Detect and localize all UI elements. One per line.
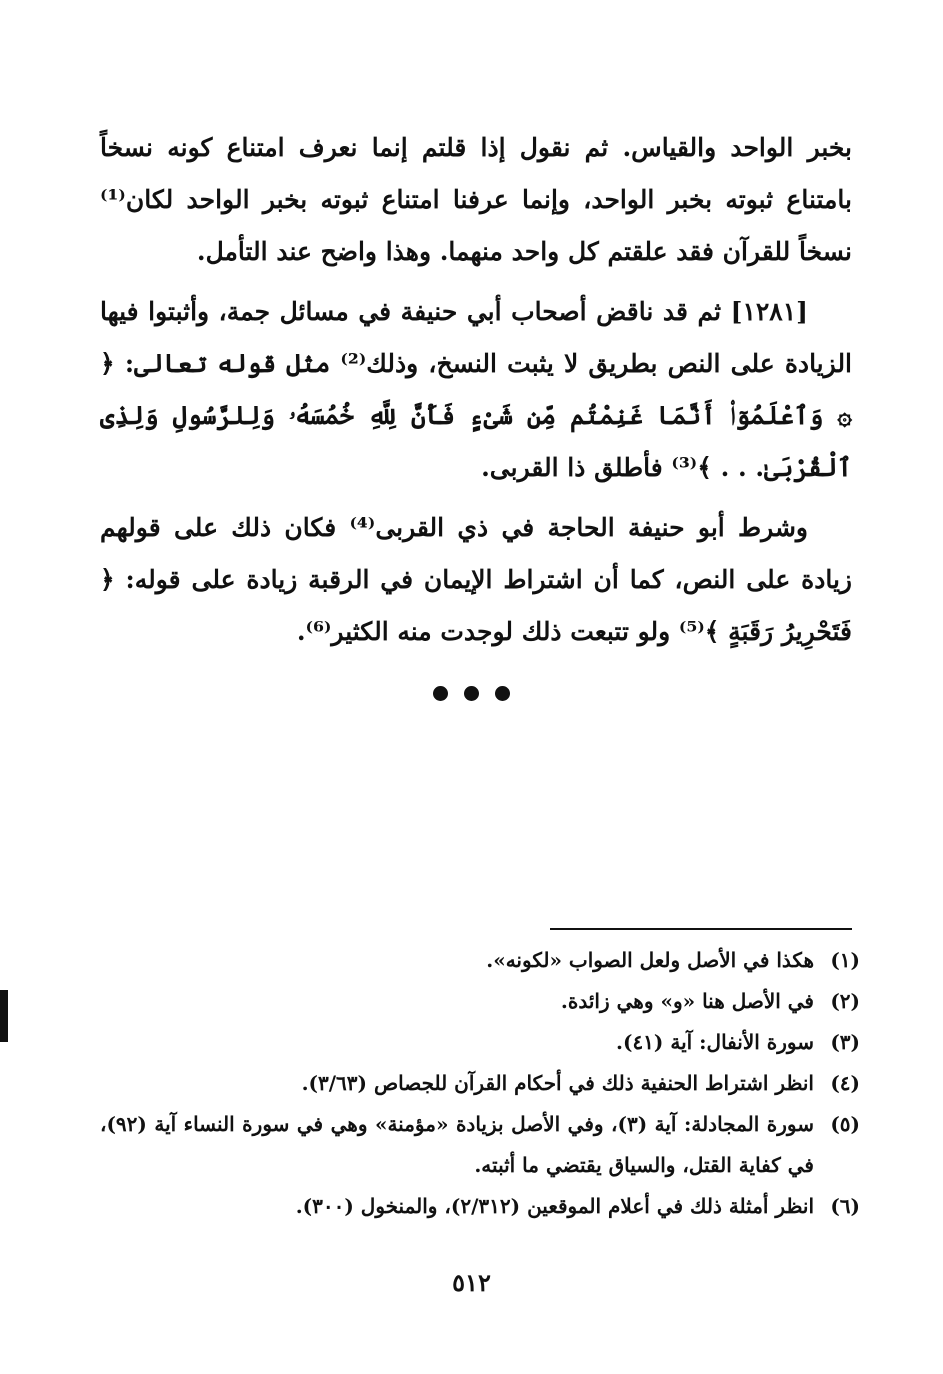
footnote-item (100, 1104, 860, 1186)
footnote-item (100, 940, 860, 981)
footnote-text: في الأصل هنا «و» وهي زائدة. (560, 989, 814, 1013)
footnote-item (100, 1063, 860, 1104)
footnote-text: هكذا في الأصل ولعل الصواب «لكونه». (486, 948, 814, 972)
paragraph-3: وشرط أبو حنيفة الحاجة في ذي القربى⁽⁴⁾ فكان ذلك على قولهم زيادة على النص، كما أن اشتراط الإيمان في الرقبة زيادة على قوله: ﴿ فَتَحْرِيرُ رَقَبَةٍ ﴾⁽⁵⁾ ولو تتبعت ذلك لوجدت منه الكثير⁽⁶⁾. (100, 513, 852, 646)
page-number: ٥١٢ (452, 1268, 491, 1297)
paragraph-1: بخبر الواحد والقياس. ثم نقول إذا قلتم إنما نعرف امتناع كونه نسخاً بامتناع ثبوته بخبر الواحد، وإنما عرفنا امتناع ثبوته بخبر الواحد لكان⁽¹⁾ نسخاً للقرآن فقد علقتم كل واحد منهما. وهذا واضح عند التأمل. (100, 133, 853, 266)
footnote-text: سورة الأنفال: آية (٤١). (616, 1030, 814, 1054)
section-separator (0, 678, 943, 708)
footnote-divider (550, 928, 852, 930)
main-text (100, 122, 852, 666)
footnotes (100, 940, 860, 1227)
separator-dot (433, 686, 448, 701)
footnote-text: انظر اشتراط الحنفية ذلك في أحكام القرآن للجصاص (٣/٦٣). (301, 1071, 814, 1095)
footnote-item (100, 1022, 860, 1063)
footnote-item (100, 981, 860, 1022)
footnote-number: (٦) (830, 1194, 860, 1218)
footnote-number: (٢) (830, 989, 860, 1013)
footnote-item (100, 1186, 860, 1227)
footnote-number: (٤) (830, 1071, 860, 1095)
scan-edge-mark (0, 990, 8, 1042)
separator-dot (495, 686, 510, 701)
footnote-number: (٣) (830, 1030, 860, 1054)
footnote-number: (٥) (830, 1112, 860, 1136)
footnote-number: (١) (830, 948, 860, 972)
footnote-text: سورة المجادلة: آية (٣)، وفي الأصل بزيادة «مؤمنة» وهي في سورة النساء آية (٩٢)، في كفاية القتل، والسياق يقتضي ما أثبته. (100, 1112, 815, 1177)
paragraph-2: [١٢٨١] ثم قد ناقض أصحاب أبي حنيفة في مسائل جمة، وأثبتوا فيها الزيادة على النص بطريق لا يثبت النسخ، وذلك⁽²⁾ مثل قوله تعالى: ﴿ ۞ وَٱعْلَمُوٓا۟ أَنَّمَا غَنِمْتُم مِّن شَىْءٍ فَأَنَّ لِلَّهِ خُمُسَهُۥ وَلِلرَّسُولِ وَلِذِى ٱلْقُرْبَىٰ. . . ﴾⁽³⁾ فأطلق ذا القربى. (100, 297, 853, 482)
footnote-text: انظر أمثلة ذلك في أعلام الموقعين (٢/٣١٢)، والمنخول (٣٠٠). (295, 1194, 814, 1218)
separator-dot (464, 686, 479, 701)
